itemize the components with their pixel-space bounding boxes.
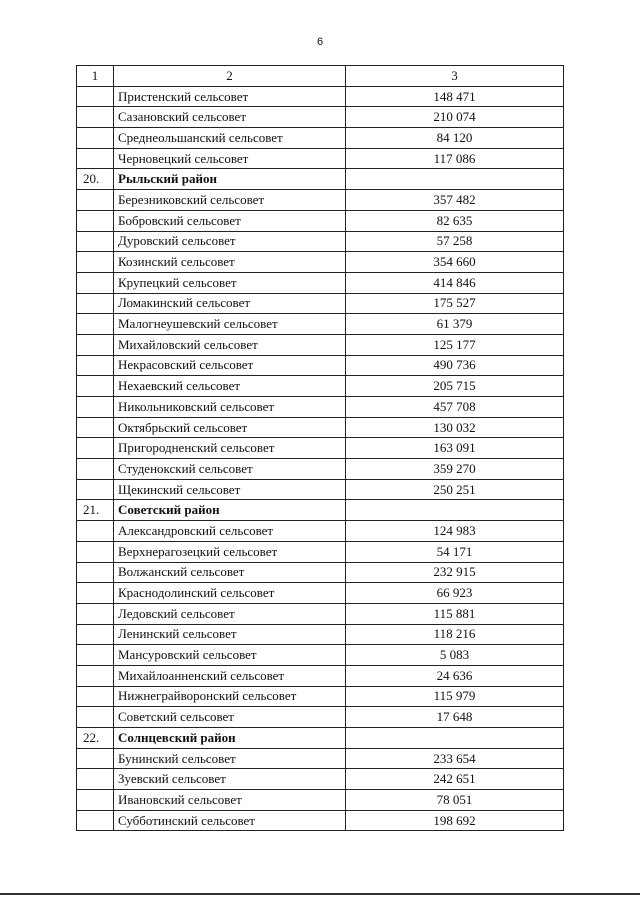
- amount-value: 57 258: [346, 231, 564, 252]
- row-number: [77, 190, 114, 211]
- settlement-name: Нехаевский сельсовет: [114, 376, 346, 397]
- row-number: [77, 334, 114, 355]
- amount-value: 232 915: [346, 562, 564, 583]
- table-row: [77, 272, 564, 293]
- amount-value: 198 692: [346, 810, 564, 831]
- header-col-2: 2: [114, 66, 346, 87]
- amount-value: 175 527: [346, 293, 564, 314]
- settlement-name: Студенокский сельсовет: [114, 459, 346, 480]
- table-row: [77, 707, 564, 728]
- table-row: [77, 562, 564, 583]
- table-row: [77, 583, 564, 604]
- amount-value: 210 074: [346, 107, 564, 128]
- page-number: 6: [316, 36, 324, 48]
- settlement-name: Малогнеушевский сельсовет: [114, 314, 346, 335]
- table-row: [77, 541, 564, 562]
- amount-value: 66 923: [346, 583, 564, 604]
- settlement-name: Верхнерагозецкий сельсовет: [114, 541, 346, 562]
- table-row: [77, 748, 564, 769]
- table-row: [77, 190, 564, 211]
- amount-value: 357 482: [346, 190, 564, 211]
- row-number: [77, 790, 114, 811]
- row-number: [77, 479, 114, 500]
- row-number: [77, 707, 114, 728]
- amount-value: 250 251: [346, 479, 564, 500]
- table-row: [77, 665, 564, 686]
- row-number: [77, 438, 114, 459]
- table-row: [77, 521, 564, 542]
- table-row: [77, 210, 564, 231]
- row-number: [77, 769, 114, 790]
- table-row: [77, 107, 564, 128]
- row-number: [77, 459, 114, 480]
- settlement-name: Субботинский сельсовет: [114, 810, 346, 831]
- settlement-name: Ледовский сельсовет: [114, 603, 346, 624]
- amount-value: 54 171: [346, 541, 564, 562]
- table-row: [77, 810, 564, 831]
- amount-value: [346, 169, 564, 190]
- amount-value: 78 051: [346, 790, 564, 811]
- settlement-name: Волжанский сельсовет: [114, 562, 346, 583]
- amount-value: 115 881: [346, 603, 564, 624]
- settlement-name: Бунинский сельсовет: [114, 748, 346, 769]
- row-number: [77, 376, 114, 397]
- settlement-name: Советский сельсовет: [114, 707, 346, 728]
- row-number: [77, 541, 114, 562]
- amount-value: 414 846: [346, 272, 564, 293]
- settlement-name: Октябрьский сельсовет: [114, 417, 346, 438]
- table-body: [77, 66, 564, 831]
- amount-value: 117 086: [346, 148, 564, 169]
- settlement-name: Пристенский сельсовет: [114, 86, 346, 107]
- row-number: [77, 583, 114, 604]
- settlement-name: Ивановский сельсовет: [114, 790, 346, 811]
- row-number: [77, 397, 114, 418]
- row-number: [77, 810, 114, 831]
- amount-value: 24 636: [346, 665, 564, 686]
- amount-value: 115 979: [346, 686, 564, 707]
- settlement-name: Щекинский сельсовет: [114, 479, 346, 500]
- allocation-table: [76, 65, 564, 831]
- settlement-name: Нижнеграйворонский сельсовет: [114, 686, 346, 707]
- row-number: [77, 148, 114, 169]
- row-number: [77, 314, 114, 335]
- row-number: [77, 603, 114, 624]
- table-row: [77, 314, 564, 335]
- row-number: [77, 231, 114, 252]
- amount-value: 5 083: [346, 645, 564, 666]
- settlement-name: Ленинский сельсовет: [114, 624, 346, 645]
- row-number: [77, 272, 114, 293]
- settlement-name: Мансуровский сельсовет: [114, 645, 346, 666]
- settlement-name: Михайлоанненский сельсовет: [114, 665, 346, 686]
- amount-value: 130 032: [346, 417, 564, 438]
- table-row: [77, 86, 564, 107]
- amount-value: 17 648: [346, 707, 564, 728]
- row-number: 21.: [77, 500, 114, 521]
- settlement-name: Черновецкий сельсовет: [114, 148, 346, 169]
- amount-value: 490 736: [346, 355, 564, 376]
- amount-value: 205 715: [346, 376, 564, 397]
- amount-value: [346, 500, 564, 521]
- amount-value: 82 635: [346, 210, 564, 231]
- amount-value: 163 091: [346, 438, 564, 459]
- amount-value: 61 379: [346, 314, 564, 335]
- table-row: [77, 438, 564, 459]
- table-row: [77, 479, 564, 500]
- amount-value: 84 120: [346, 128, 564, 149]
- table-row: [77, 603, 564, 624]
- amount-value: 233 654: [346, 748, 564, 769]
- amount-value: 359 270: [346, 459, 564, 480]
- row-number: [77, 748, 114, 769]
- amount-value: 125 177: [346, 334, 564, 355]
- table-row: [77, 459, 564, 480]
- district-row: [77, 728, 564, 749]
- district-row: [77, 169, 564, 190]
- row-number: [77, 645, 114, 666]
- row-number: [77, 252, 114, 273]
- settlement-name: Некрасовский сельсовет: [114, 355, 346, 376]
- settlement-name: Дуровский сельсовет: [114, 231, 346, 252]
- row-number: [77, 86, 114, 107]
- settlement-name: Сазановский сельсовет: [114, 107, 346, 128]
- table-row: [77, 293, 564, 314]
- row-number: [77, 686, 114, 707]
- table-row: [77, 417, 564, 438]
- header-col-1: 1: [77, 66, 114, 87]
- row-number: 22.: [77, 728, 114, 749]
- district-row: [77, 500, 564, 521]
- table-row: [77, 128, 564, 149]
- table-row: [77, 790, 564, 811]
- header-col-3: 3: [346, 66, 564, 87]
- table-row: [77, 334, 564, 355]
- amount-value: 118 216: [346, 624, 564, 645]
- row-number: [77, 210, 114, 231]
- table-row: [77, 397, 564, 418]
- settlement-name: Ломакинский сельсовет: [114, 293, 346, 314]
- amount-value: [346, 728, 564, 749]
- settlement-name: Бобровский сельсовет: [114, 210, 346, 231]
- amount-value: 124 983: [346, 521, 564, 542]
- settlement-name: Березниковский сельсовет: [114, 190, 346, 211]
- table-row: [77, 148, 564, 169]
- row-number: [77, 128, 114, 149]
- amount-value: 242 651: [346, 769, 564, 790]
- table-row: [77, 355, 564, 376]
- row-number: [77, 293, 114, 314]
- table-row: [77, 231, 564, 252]
- table-row: [77, 769, 564, 790]
- table-row: [77, 645, 564, 666]
- row-number: [77, 665, 114, 686]
- settlement-name: Александровский сельсовет: [114, 521, 346, 542]
- row-number: [77, 355, 114, 376]
- settlement-name: Никольниковский сельсовет: [114, 397, 346, 418]
- district-name: Советский район: [114, 500, 346, 521]
- district-name: Солнцевский район: [114, 728, 346, 749]
- settlement-name: Козинский сельсовет: [114, 252, 346, 273]
- table-row: [77, 624, 564, 645]
- table-row: [77, 252, 564, 273]
- row-number: [77, 624, 114, 645]
- settlement-name: Крупецкий сельсовет: [114, 272, 346, 293]
- table-row: [77, 376, 564, 397]
- row-number: [77, 107, 114, 128]
- settlement-name: Краснодолинский сельсовет: [114, 583, 346, 604]
- amount-value: 148 471: [346, 86, 564, 107]
- row-number: [77, 521, 114, 542]
- settlement-name: Пригородненский сельсовет: [114, 438, 346, 459]
- settlement-name: Среднеольшанский сельсовет: [114, 128, 346, 149]
- bottom-rule: [0, 893, 640, 895]
- table-row: [77, 686, 564, 707]
- amount-value: 457 708: [346, 397, 564, 418]
- amount-value: 354 660: [346, 252, 564, 273]
- settlement-name: Михайловский сельсовет: [114, 334, 346, 355]
- row-number: 20.: [77, 169, 114, 190]
- row-number: [77, 417, 114, 438]
- table-header-row: [77, 66, 564, 87]
- settlement-name: Зуевский сельсовет: [114, 769, 346, 790]
- district-name: Рыльский район: [114, 169, 346, 190]
- row-number: [77, 562, 114, 583]
